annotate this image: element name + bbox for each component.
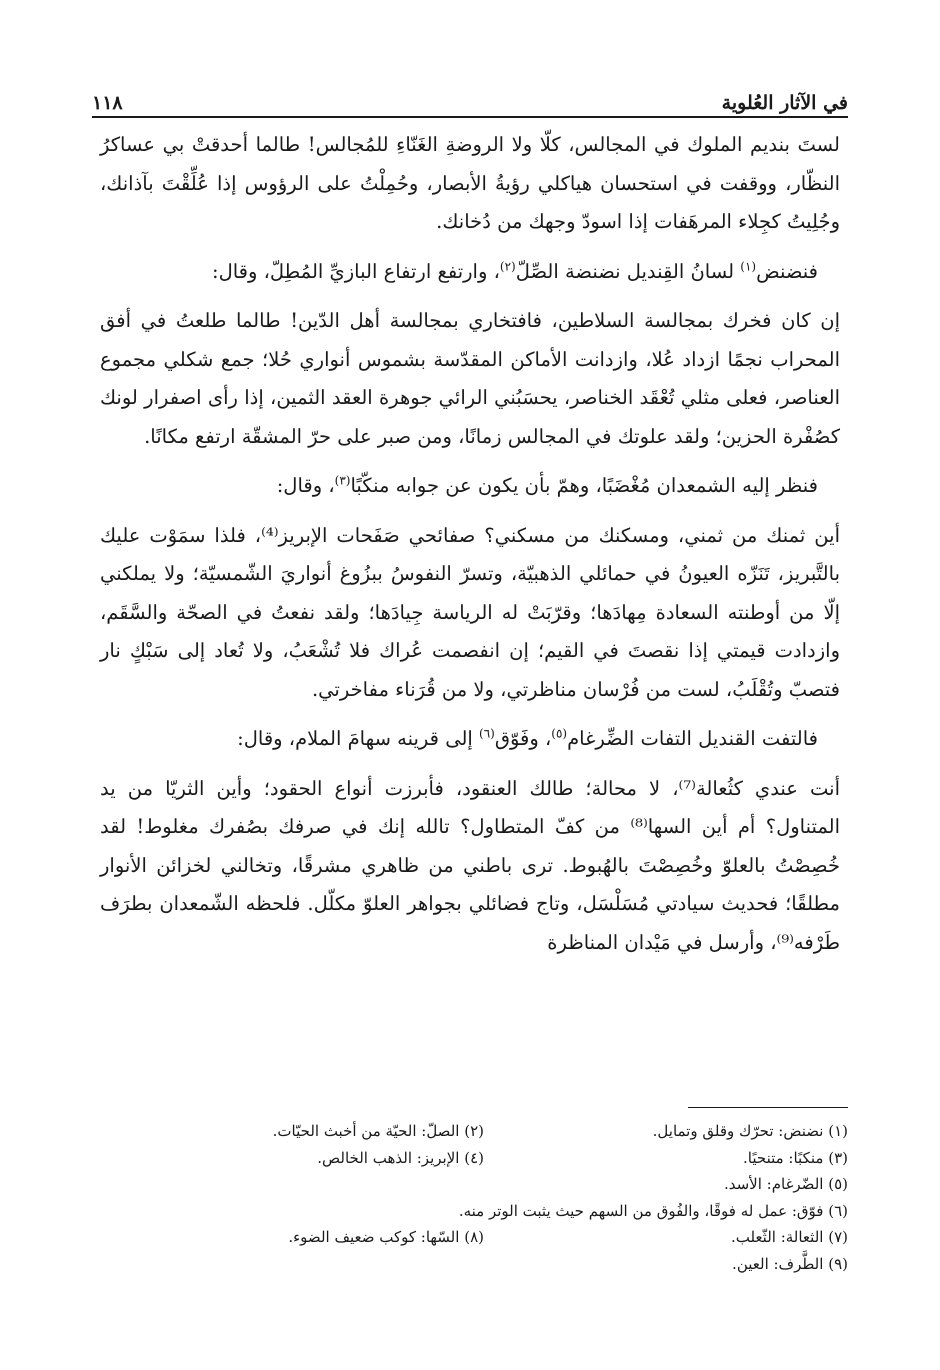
footnote-ref: (٦) bbox=[479, 726, 495, 741]
header-rule bbox=[92, 116, 848, 118]
footnote: (٣) منكبًا: متنحيًا. bbox=[743, 1148, 848, 1167]
footnote: (٩) الطَّرف: العين. bbox=[732, 1254, 848, 1273]
footnote-row bbox=[120, 1251, 848, 1278]
running-header bbox=[92, 80, 848, 114]
footnote-rule bbox=[688, 1107, 848, 1108]
paragraph-speech: أنت عندي كثُعالة⁽⁷⁾، لا محالة؛ طالك العنقود، فأبرزت أنواع الحقود؛ وأين الثريّا من يد المتناول؟ أم أين السها⁽⁸⁾ من كفّ المتطاول؟ تالله إنك في صرفك بصُفرك مغلوط! لقد خُصِصْتُ بالعلوّ وخُصِصْتَ بالهُبوط. ترى باطني من ظاهري مشرقًا، وتخالني لخزائن الأنوار مطلقًا؛ فحديث سيادتي مُسَلْسَل، وتاج فضائلي بجواهر العلوّ مكلّل. فلحظه الشّمعدان بطرَف طَرْفه⁽⁹⁾، وأرسل في مَيْدان المناظرة bbox=[100, 776, 841, 954]
footnote-ref: (٢) bbox=[499, 259, 516, 273]
footnote: (٢) الصلّ: الحيّة من أخبث الحيّات. bbox=[272, 1122, 484, 1140]
footnote: (٧) الثعالة: الثّعلب. bbox=[730, 1228, 848, 1246]
paragraph-narration: فنظر إليه الشمعدان مُغْضَبًا، وهمّ بأن يكون عن جوابه منكّبًا$^{(٣)}$، وقال: bbox=[276, 473, 818, 497]
footnote: (٦) فوّق: عمل له فوقًا، والفُوق من السهم حيث يثبت الوتر منه. bbox=[458, 1201, 848, 1220]
footnote-row bbox=[120, 1224, 848, 1251]
footnote-ref: (٥) bbox=[551, 726, 568, 741]
paragraph-speech: أين ثمنك من ثمني، ومسكنك من مسكني؟ صفائحي صَفَحات الإبريز⁽⁴⁾، فلذا سمَوْت عليك بالتَّبريز، تَنَزّه العيونُ في حمائلي الذهبيّة، وتسرّ النفوسُ ببزُوغ أنواريَ الشّمسيّة؛ ولا يملكني إلّا من أوطنته السعادة مِهادَها؛ وقرّبَتْ له الرياسة جِيادَها؛ ولقد نفعتُ في الصحّة والسَّقَم، وازدادت قيمتي إذا نقصتَ في القيم؛ إن انفصمت عُراك فلا تُشْعَبُ، ولا تُعاد إلى سَبْكٍ نار فتصبّ وتُقْلَبُ، لست من فُرْسان مناظرتي، ولا من قُرَناء مفاخرتي. bbox=[100, 523, 840, 701]
footnotes bbox=[120, 1118, 848, 1277]
page-number: ١١٨ bbox=[92, 92, 123, 114]
paragraph-narration: فنضنض$^{(١)}$ لسانُ القِنديل نضنضة الصِّلّ$^{(٢)}$، وارتفع ارتفاع البازيِّ المُطِلّ، وقال: bbox=[212, 259, 818, 283]
footnote-ref: (١) bbox=[740, 259, 757, 273]
footnote: (٥) الضّرغام: الأسد. bbox=[723, 1175, 848, 1193]
running-title: في الآثار العُلوية bbox=[721, 92, 848, 114]
footnote: (١) نضنض: تحرّك وقلق وتمايل. bbox=[652, 1122, 848, 1140]
footnote-row bbox=[120, 1145, 848, 1172]
paragraph-speech: إن كان فخرك بمجالسة السلاطين، فافتخاري بمجالسة أهل الدّين! طالما طلعتُ في أفق المحراب نجمًا ازداد عُلا، وازدانت الأماكن المقدّسة بشموس أنواري حُلا؛ جمع شكلي مجموع العناصر، فعلى مثلي تُعْقَد الخناصر، يحسَبُني الرائي جوهرة العقد الثمين، إذا رأى اصفرار لونك كصُفْرة الحزين؛ ولقد علوتك في المجالس زمانًا، ومن صبر على حرّ المشقّة ارتفع مكانًا. bbox=[100, 309, 840, 448]
footnote-row bbox=[120, 1198, 848, 1225]
footnote-row bbox=[120, 1171, 848, 1198]
paragraph-narration: فالتفت القنديل التفات الضِّرغام$^{(٥)}$، وفَوّق$^{(٦)}$ إلى قرينه سهامَ الملام، وقال: bbox=[237, 726, 818, 750]
footnote-row bbox=[120, 1118, 848, 1145]
footnote: (٨) السّها: كوكب ضعيف الضوء. bbox=[288, 1228, 484, 1246]
paragraph-speech: لستَ بنديم الملوك في المجالس، كلّا ولا الروضةِ الغَنّاءِ للمُجالس! طالما أحدقتْ بي عساكرُ النظّار، ووقفت في استحسان هياكلي رؤيةُ الأبصار، وحُمِلْتُ على الرؤوس إذا عُلِّقْتَ بآذانك، وجُلِيتُ كجِلاء المرهَفات إذا اسودّ وجهك من دُخانك. bbox=[100, 133, 840, 233]
main-text bbox=[100, 126, 840, 973]
footnote: (٤) الإبريز: الذهب الخالص. bbox=[317, 1148, 484, 1167]
footnote-ref: (٣) bbox=[334, 473, 351, 488]
